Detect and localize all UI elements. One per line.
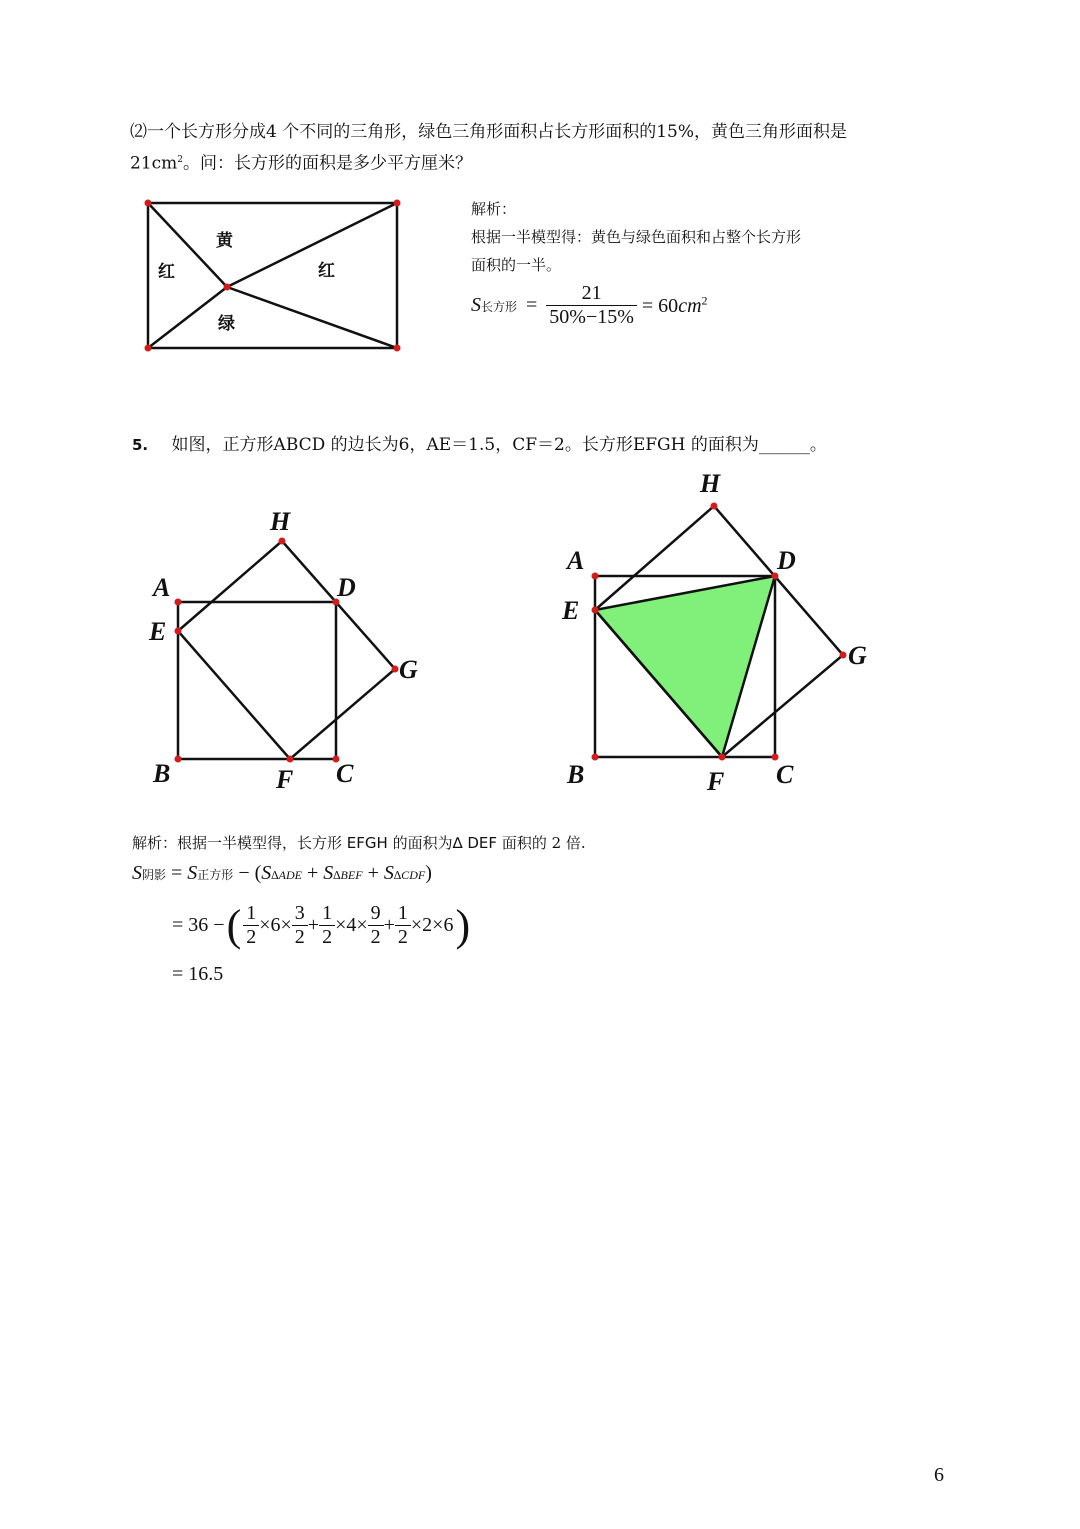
fraction: $\frac{1}{2}$ — [243, 902, 259, 949]
square-rectangle-figure-right — [555, 465, 895, 805]
point-e — [175, 628, 182, 635]
label-h: H — [270, 507, 291, 536]
point-f — [287, 756, 294, 763]
label-d: D — [337, 573, 356, 602]
page-number: 6 — [934, 1464, 944, 1486]
point — [145, 345, 152, 352]
solution-heading: 解析： — [471, 200, 517, 218]
label-c: C — [776, 760, 794, 789]
label-e: E — [562, 596, 580, 625]
fraction: $\frac{21}{50\%-15\%}$ — [546, 282, 637, 329]
point-f — [719, 754, 726, 761]
solution-4-2 — [471, 195, 891, 279]
solution-4-2-equation: S长方形 = $\frac{21}{50\%-15\%}$ = $60cm^2$ — [471, 282, 708, 328]
question-5-text: 如图，正方形ABCD 的边长为6，AE＝1.5，CF＝2。长方形EFGH 的面积为______。 — [171, 435, 827, 455]
solution-5-line-1: S阴影 = S正方形 − (S∆ADE + S∆BEF + S∆CDF) — [132, 862, 432, 884]
label-g: G — [848, 641, 867, 670]
point-b — [175, 756, 182, 763]
fraction: $\frac{1}{2}$ — [395, 902, 411, 949]
point — [224, 284, 231, 291]
square-rectangle-figure-left — [140, 500, 440, 800]
point — [394, 200, 401, 207]
label-e: E — [149, 617, 167, 646]
segment-bottom-left — [148, 287, 227, 348]
rectangle-efgh — [178, 541, 395, 759]
label-d: D — [777, 546, 796, 575]
outer-rectangle — [148, 203, 397, 348]
segment-top-right — [227, 203, 397, 287]
label-g: G — [399, 655, 418, 684]
square-abcd — [178, 602, 336, 759]
point-a — [175, 599, 182, 606]
question-4-2-text — [130, 118, 950, 178]
solution-line-2: 面积的一半。 — [471, 256, 562, 274]
label-a: A — [153, 573, 171, 602]
point-b — [592, 754, 599, 761]
label-red-left: 红 — [158, 262, 175, 282]
label-c: C — [336, 759, 354, 788]
shaded-triangle-def — [595, 576, 775, 757]
question-line-1: ⑵一个长方形分成4 个不同的三角形，绿色三角形面积占长方形面积的15%，黄色三角形面积是 — [130, 122, 848, 142]
label-h: H — [700, 469, 721, 498]
label-a: A — [567, 546, 585, 575]
solution-5-line-2: = 36 − ( $\frac{1}{2}$ ×6× $\frac{3}{2}$ + $\frac{1}{2}$ ×4× $\frac{9}{2}$ + $\frac{1}{2}$ ×2×6 ) — [172, 900, 471, 950]
right-paren: ) — [455, 900, 471, 950]
point — [394, 345, 401, 352]
segment-bottom-right — [227, 287, 397, 348]
point-g — [840, 652, 847, 659]
label-b: B — [567, 760, 585, 789]
question-5 — [132, 431, 952, 459]
point — [145, 200, 152, 207]
label-red-right: 红 — [318, 261, 335, 281]
point-e — [592, 607, 599, 614]
point-a — [592, 573, 599, 580]
point-g — [392, 666, 399, 673]
left-paren: ( — [226, 900, 242, 950]
label-b: B — [153, 759, 171, 788]
label-yellow: 黄 — [216, 231, 233, 251]
fraction: $\frac{9}{2}$ — [368, 902, 384, 949]
label-green: 绿 — [218, 314, 235, 334]
point-h — [279, 538, 286, 545]
rectangle-triangles-figure — [140, 195, 405, 357]
question-line-2: $21cm^2$。问：长方形的面积是多少平方厘米？ — [130, 153, 473, 174]
solution-5-text: 解析：根据一半模型得，长方形 EFGH 的面积为∆ DEF 面积的 2 倍. — [132, 834, 586, 852]
label-f: F — [707, 767, 725, 796]
question-number: 5. — [132, 436, 149, 454]
fraction: $\frac{1}{2}$ — [319, 902, 335, 949]
solution-line-1: 根据一半模型得：黄色与绿色面积和占整个长方形 — [471, 228, 802, 246]
point-h — [711, 503, 718, 510]
label-f: F — [276, 765, 294, 794]
fraction: $\frac{3}{2}$ — [292, 902, 308, 949]
solution-5-line-3: = 16.5 — [172, 963, 224, 985]
